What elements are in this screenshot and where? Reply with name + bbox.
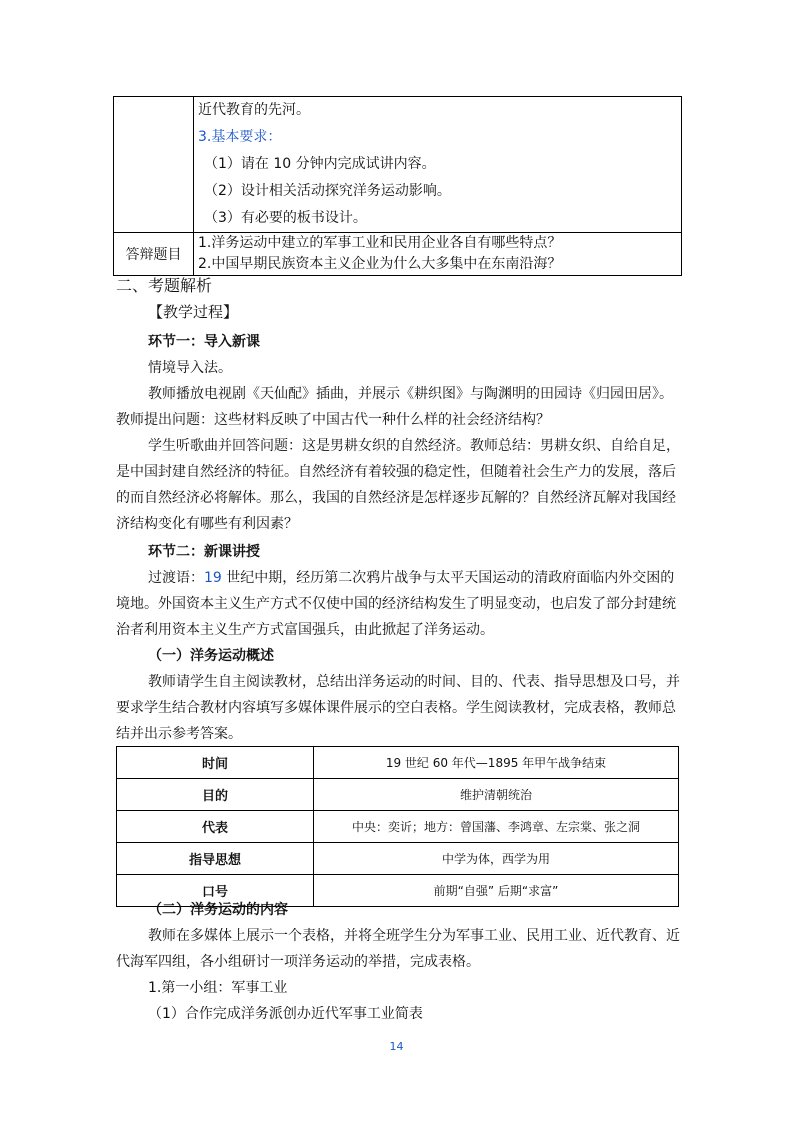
paragraph-line — [148, 565, 674, 591]
paragraph-line: 要求学生结合教材内容填写多媒体课件展示的空白表格。学生阅读教材，完成表格，教师总 — [116, 700, 676, 716]
qa-cell — [194, 233, 682, 276]
paragraph-line: 境地。外国资本主义生产方式不仅使中国的经济结构发生了明显变动，也启发了部分封建统 — [116, 596, 676, 612]
paragraph-line: 教师提出问题：这些材料反映了中国古代一种什么样的社会经济结构？ — [116, 412, 550, 428]
subsection1-title: （一）洋务运动概述 — [148, 648, 274, 664]
requirement-line: （1）请在 10 分钟内完成试讲内容。 — [204, 156, 436, 172]
paragraph-line: 济结构变化有哪些有利因素？ — [116, 516, 298, 532]
table-value: 维护清朝统治 — [314, 779, 679, 811]
yangwu-overview-table — [116, 746, 679, 907]
requirement-line: 近代教育的先河。 — [198, 102, 310, 118]
qa-question: 1.洋务运动中建立的军事工业和民用企业各自有哪些特点？ — [198, 235, 562, 251]
table-value: 19 世纪 60 年代—1895 年甲午战争结束 — [314, 747, 679, 779]
table-row — [117, 811, 679, 843]
table-key: 目的 — [117, 779, 314, 811]
table-key: 代表 — [117, 811, 314, 843]
requirement-line: （3）有必要的板书设计。 — [204, 210, 367, 226]
paragraph-line: 是中国封建自然经济的特征。自然经济有着较强的稳定性，但随着社会生产力的发展，落后 — [116, 464, 676, 480]
step2-title: 环节二：新课讲授 — [148, 544, 260, 560]
paragraph-line: 代海军四组，各小组研讨一项洋务运动的举措，完成表格。 — [116, 954, 480, 970]
empty-label-cell — [114, 97, 194, 233]
section-title: 二、考题解析 — [116, 276, 213, 295]
table-value: 前期“自强” 后期“求富” — [314, 875, 679, 907]
table-key: 口号 — [117, 875, 314, 907]
exam-requirements-table — [113, 96, 682, 276]
requirement-line: （2）设计相关活动探究洋务运动影响。 — [204, 183, 451, 199]
table-value: 中学为体，西学为用 — [314, 843, 679, 875]
requirements-cell — [194, 97, 682, 233]
group1-title: 1.第一小组：军事工业 — [148, 980, 288, 996]
group1-task: （1）合作完成洋务派创办近代军事工业简表 — [148, 1006, 423, 1022]
century-number: 19 — [204, 570, 222, 586]
qa-question: 2.中国早期民族资本主义企业为什么大多集中在东南沿海？ — [198, 256, 562, 272]
paragraph-line: 的而自然经济必将解体。那么，我国的自然经济是怎样逐步瓦解的？自然经济瓦解对我国经 — [116, 490, 676, 506]
table-row — [117, 779, 679, 811]
table-value: 中央：奕䜣；地方：曾国藩、李鸿章、左宗棠、张之洞 — [314, 811, 679, 843]
page-number: 14 — [389, 1040, 404, 1053]
transition-label: 过渡语： — [148, 570, 204, 586]
paragraph-line: 结并出示参考答案。 — [116, 726, 242, 742]
qa-label: 答辩题目 — [114, 233, 194, 276]
table-key: 指导思想 — [117, 843, 314, 875]
table-row — [117, 747, 679, 779]
paragraph-line: 学生听歌曲并回答问题：这是男耕女织的自然经济。教师总结：男耕女织、自给自足， — [148, 438, 680, 454]
paragraph-line: 治者利用资本主义生产方式富国强兵，由此掀起了洋务运动。 — [116, 622, 494, 638]
requirement-line — [194, 124, 681, 151]
paragraph-line: 教师在多媒体上展示一个表格，并将全班学生分为军事工业、民用工业、近代教育、近 — [148, 928, 680, 944]
step1-title: 环节一：导入新课 — [148, 334, 260, 350]
paragraph-line: 教师播放电视剧《天仙配》插曲，并展示《耕织图》与陶渊明的田园诗《归园田居》。 — [148, 386, 673, 402]
table-row — [117, 843, 679, 875]
subsection2-title: （二）洋务运动的内容 — [148, 902, 288, 918]
table-key: 时间 — [117, 747, 314, 779]
paragraph-line: 教师请学生自主阅读教材，总结出洋务运动的时间、目的、代表、指导思想及口号，并 — [148, 674, 680, 690]
process-title: 【教学过程】 — [148, 303, 239, 321]
requirement-heading: 3.基本要求： — [198, 129, 282, 145]
step1-method: 情境导入法。 — [148, 360, 232, 376]
transition-text: 世纪中期，经历第二次鸦片战争与太平天国运动的清政府面临内外交困的 — [221, 570, 675, 586]
